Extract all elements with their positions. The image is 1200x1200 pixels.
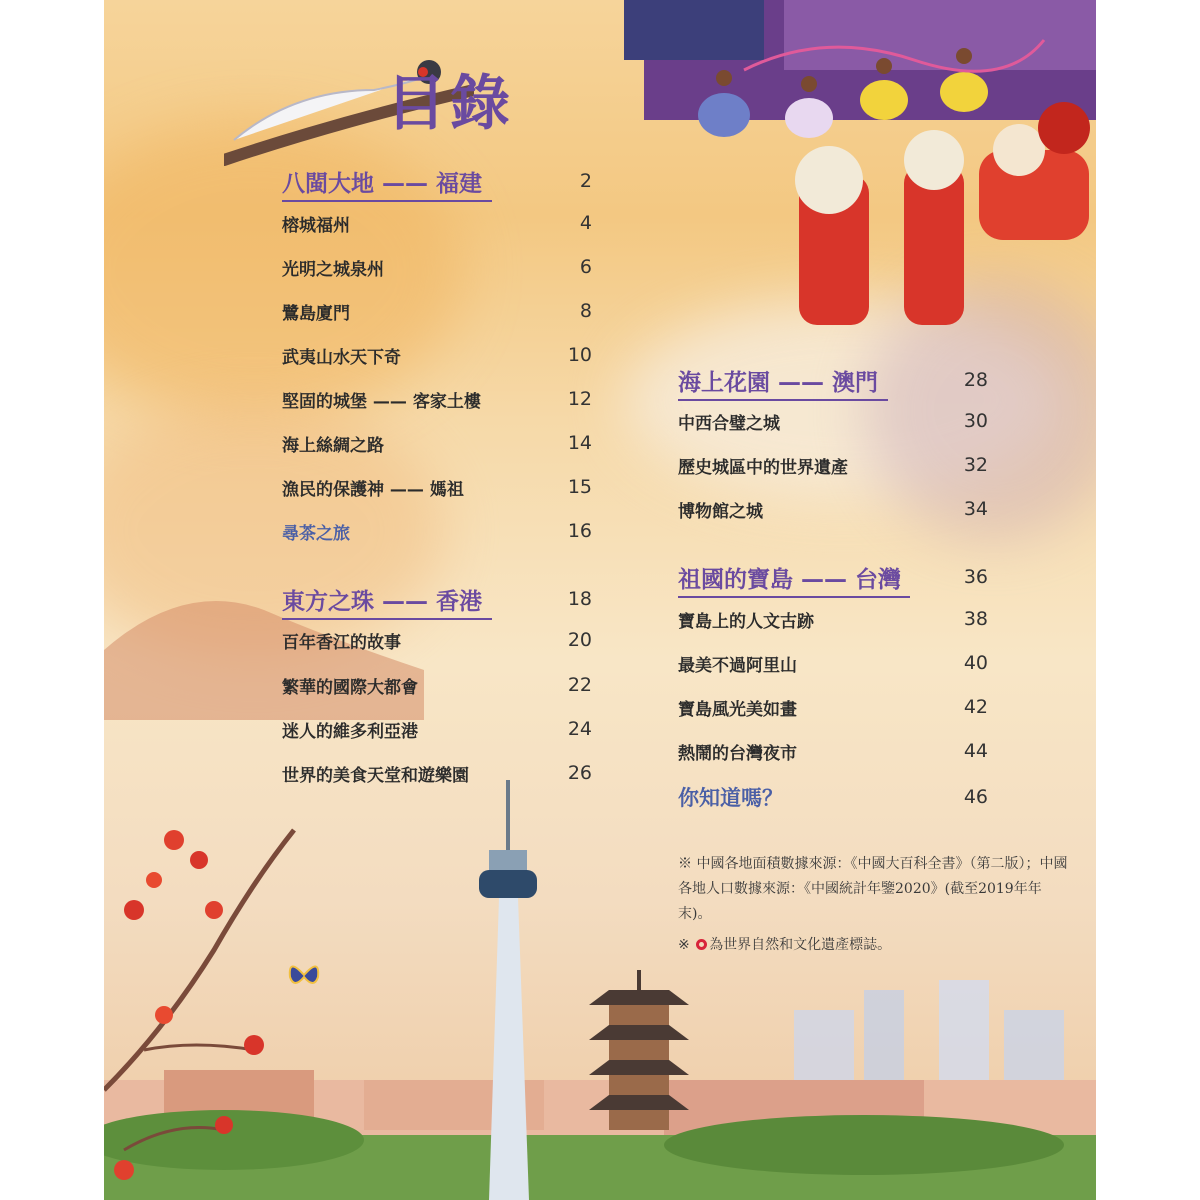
item-title: 中西合璧之城 <box>678 413 780 434</box>
toc-item-row[interactable] <box>282 254 592 280</box>
heritage-icon <box>696 939 707 950</box>
toc-item-row[interactable] <box>282 210 592 236</box>
page-number: 4 <box>579 212 592 234</box>
item-title: 漁民的保護神 —— 媽祖 <box>282 479 464 500</box>
item-title: 世界的美食天堂和遊樂園 <box>282 765 469 786</box>
footnote-heritage <box>678 933 1068 958</box>
item-title: 武夷山水天下奇 <box>282 347 401 368</box>
item-title: 寶島上的人文古跡 <box>678 611 814 632</box>
item-title: 博物館之城 <box>678 501 763 522</box>
item-title: 百年香江的故事 <box>282 632 401 653</box>
toc-item-row[interactable] <box>678 606 988 632</box>
page-title: 目錄 <box>386 69 514 139</box>
page-number: 12 <box>567 388 592 410</box>
item-title: 繁華的國際大都會 <box>282 677 418 698</box>
toc-chapter-row[interactable] <box>282 584 592 614</box>
toc-item-row[interactable] <box>282 716 592 742</box>
item-title: 寶島風光美如畫 <box>678 699 797 720</box>
item-title: 熱鬧的台灣夜市 <box>678 743 797 764</box>
item-title: 榕城福州 <box>282 215 350 236</box>
chapter-title: 祖國的寶島 —— 台灣 <box>678 566 902 593</box>
page-number: 34 <box>963 498 988 520</box>
page-number: 2 <box>579 170 592 192</box>
flower-branch-illustration <box>104 790 334 1200</box>
lion-dance-illustration <box>795 102 1090 325</box>
page-number: 24 <box>567 718 592 740</box>
item-title: 堅固的城堡 —— 客家土樓 <box>282 391 481 412</box>
toc-item-row[interactable] <box>282 386 592 412</box>
page-number: 40 <box>963 652 988 674</box>
toc-item-row[interactable] <box>282 298 592 324</box>
page-number: 38 <box>963 608 988 630</box>
item-title: 迷人的維多利亞港 <box>282 721 418 742</box>
item-title: 鷺島廈門 <box>282 303 350 324</box>
pagoda-illustration <box>589 970 689 1130</box>
toc-item-row[interactable] <box>678 738 988 764</box>
heritage-note-text: 為世界自然和文化遺產標誌。 <box>709 937 892 953</box>
page-number: 16 <box>567 520 592 542</box>
toc-item-row[interactable] <box>282 627 592 653</box>
page-number: 14 <box>567 432 592 454</box>
toc-chapter-row[interactable] <box>678 562 988 592</box>
footnote-data-source: ※ 中國各地面積數據來源：《中國大百科全書》（第二版）；中國各地人口數據來源：《中國統計年鑒2020》(截至2019年年末)。 <box>678 856 1068 922</box>
page-number: 18 <box>567 588 592 610</box>
page-number: 20 <box>567 629 592 651</box>
toc-item-row[interactable] <box>282 760 592 786</box>
page-number: 26 <box>567 762 592 784</box>
chapter-underline <box>282 618 492 620</box>
page-number: 30 <box>963 410 988 432</box>
item-title: 最美不過阿里山 <box>678 655 797 676</box>
item-title: 你知道嗎？ <box>678 786 783 810</box>
item-title: 尋茶之旅 <box>282 523 350 544</box>
page-number: 44 <box>963 740 988 762</box>
note-marker: ※ <box>678 937 690 953</box>
toc-item-row[interactable] <box>282 474 592 500</box>
toc-page <box>104 0 1096 1200</box>
chapter-title: 八閩大地 —— 福建 <box>282 170 483 197</box>
page-number: 46 <box>963 786 988 808</box>
toc-item-row[interactable] <box>282 518 592 544</box>
chapter-underline <box>282 200 492 202</box>
page-number: 36 <box>963 566 988 588</box>
toc-item-row[interactable] <box>678 452 988 478</box>
toc-item-row[interactable] <box>282 672 592 698</box>
toc-chapter-row[interactable] <box>282 166 592 196</box>
butterfly-illustration <box>284 955 324 995</box>
toc-item-row[interactable] <box>282 342 592 368</box>
page-number: 28 <box>963 369 988 391</box>
chapter-underline <box>678 399 888 401</box>
page-number: 22 <box>567 674 592 696</box>
toc-chapter-row[interactable] <box>678 365 988 395</box>
item-title: 海上絲綢之路 <box>282 435 384 456</box>
chapter-title: 東方之珠 —— 香港 <box>282 588 483 615</box>
page-number: 15 <box>567 476 592 498</box>
dancers-illustration <box>624 0 1096 340</box>
toc-item-row[interactable] <box>282 430 592 456</box>
chapter-underline <box>678 596 910 598</box>
page-number: 10 <box>567 344 592 366</box>
page-number: 32 <box>963 454 988 476</box>
item-title: 歷史城區中的世界遺產 <box>678 457 848 478</box>
toc-item-row[interactable] <box>678 496 988 522</box>
toc-item-row[interactable] <box>678 694 988 720</box>
toc-item-row[interactable] <box>678 782 988 812</box>
chapter-title: 海上花園 —— 澳門 <box>678 369 879 396</box>
toc-item-row[interactable] <box>678 650 988 676</box>
toc-item-row[interactable] <box>678 408 988 434</box>
page-number: 42 <box>963 696 988 718</box>
page-number: 8 <box>579 300 592 322</box>
page-number: 6 <box>579 256 592 278</box>
item-title: 光明之城泉州 <box>282 259 384 280</box>
footnotes <box>678 852 1068 964</box>
